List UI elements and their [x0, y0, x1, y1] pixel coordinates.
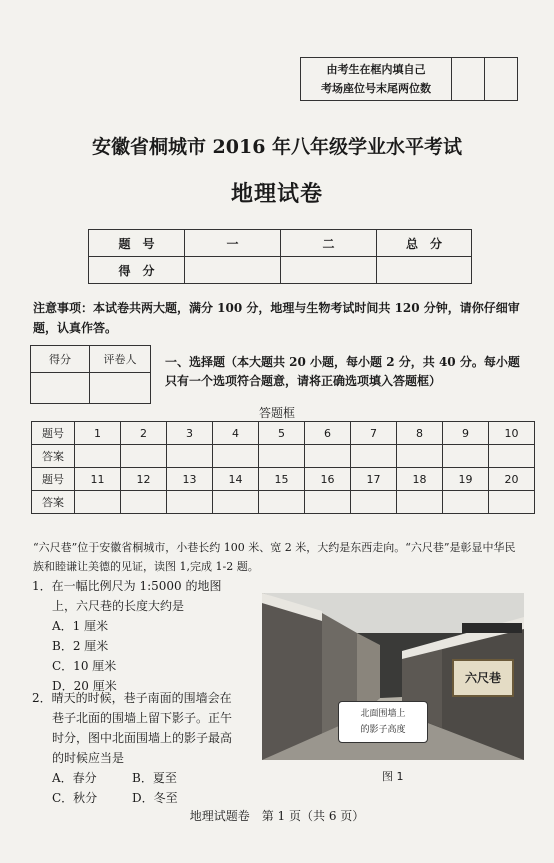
answer-sheet-caption: 答题框: [258, 406, 295, 420]
score-header-part1: 一: [185, 230, 281, 257]
answer-sheet-answer-cell[interactable]: [75, 445, 121, 468]
answer-sheet-number-cell: 9: [443, 422, 489, 445]
question-2-stem-line3: 时分，图中北面围墙上的影子最高: [52, 731, 233, 745]
answer-sheet-number-cell: 5: [259, 422, 305, 445]
answer-sheet: [31, 421, 535, 514]
question-1-option-d: D．20 厘米: [52, 679, 117, 693]
answer-sheet-answer-cell[interactable]: [443, 491, 489, 514]
score-row-label: 得 分: [89, 257, 185, 284]
answer-sheet-number-cell: 2: [121, 422, 167, 445]
answer-sheet-number-cell: 20: [489, 468, 535, 491]
question-1-option-b: B．2 厘米: [52, 639, 109, 653]
grader-box: [30, 345, 151, 404]
page-footer: 地理试题卷 第 1 页（共 6 页）: [189, 809, 365, 823]
grader-score-label: 得分: [31, 346, 90, 373]
answer-sheet-number-cell: 3: [167, 422, 213, 445]
answer-sheet-answer-cell[interactable]: [489, 445, 535, 468]
answer-sheet-answer-cell[interactable]: [167, 445, 213, 468]
answer-sheet-answer-cell[interactable]: [397, 445, 443, 468]
question-2: [32, 688, 260, 808]
score-table: [88, 229, 472, 284]
shadow-callout-line2: 的影子高度: [360, 725, 406, 735]
score-header-number: 题 号: [89, 230, 185, 257]
seat-number-box: [300, 57, 518, 101]
answer-sheet-number-cell: 14: [213, 468, 259, 491]
question-1-option-c: C．10 厘米: [52, 659, 117, 673]
answer-sheet-answer-cell[interactable]: [121, 445, 167, 468]
score-cell-total[interactable]: [377, 257, 472, 284]
exam-title: 安徽省桐城市 2016 年八年级学业水平考试: [91, 136, 463, 158]
question-2-option-b: B．夏至: [132, 771, 177, 785]
answer-sheet-number-cell: 19: [443, 468, 489, 491]
answer-sheet-number-cell: 16: [305, 468, 351, 491]
score-header-part2: 二: [281, 230, 377, 257]
answer-sheet-number-cell: 11: [75, 468, 121, 491]
grader-reviewer-cell[interactable]: [90, 373, 151, 404]
seat-instructions-line1: 由考生在框内填自己: [326, 63, 426, 76]
answer-sheet-answer-label: 答案: [32, 491, 75, 514]
question-1-stem-line1: 1．在一幅比例尺为 1:5000 的地图: [32, 579, 222, 593]
answer-sheet-answer-cell[interactable]: [121, 491, 167, 514]
grader-reviewer-label: 评卷人: [90, 346, 151, 373]
answer-sheet-answer-cell[interactable]: [213, 445, 259, 468]
answer-sheet-answer-cell[interactable]: [213, 491, 259, 514]
shadow-callout-line1: 北面围墙上: [360, 709, 406, 719]
answer-sheet-number-cell: 15: [259, 468, 305, 491]
answer-sheet-answer-cell[interactable]: [305, 445, 351, 468]
question-2-stem-line1: 2．晴天的时候，巷子南面的围墙会在: [32, 691, 232, 705]
answer-sheet-number-cell: 7: [351, 422, 397, 445]
paper-title: 地理试卷: [230, 181, 323, 207]
answer-sheet-answer-cell[interactable]: [259, 491, 305, 514]
question-2-stem-line2: 巷子北面的围墙上留下影子。正午: [52, 711, 233, 725]
answer-sheet-number-cell: 8: [397, 422, 443, 445]
question-2-option-c: C．秋分: [52, 791, 98, 805]
seat-instructions: [301, 58, 452, 101]
grader-score-cell[interactable]: [31, 373, 90, 404]
score-cell-part1[interactable]: [185, 257, 281, 284]
answer-sheet-answer-cell[interactable]: [397, 491, 443, 514]
score-header-total: 总 分: [377, 230, 472, 257]
score-cell-part2[interactable]: [281, 257, 377, 284]
answer-sheet-answer-cell[interactable]: [167, 491, 213, 514]
seat-digit-1[interactable]: [452, 58, 485, 101]
question-2-option-d: D．冬至: [132, 791, 178, 805]
answer-sheet-number-cell: 1: [75, 422, 121, 445]
answer-sheet-number-cell: 6: [305, 422, 351, 445]
figure-1-caption: 图 1: [382, 770, 404, 783]
answer-sheet-answer-cell[interactable]: [259, 445, 305, 468]
answer-sheet-number-cell: 4: [213, 422, 259, 445]
section1-heading: 一、选择题（本大题共 20 小题，每小题 2 分，共 40 分。每小题只有一个选项符合题意，请将正确选项填入答题框）: [165, 355, 520, 388]
question-1-stem-line2: 上，六尺巷的长度大约是: [52, 599, 185, 613]
question-2-stem-line4: 的时候应当是: [52, 751, 125, 765]
answer-sheet-answer-cell[interactable]: [489, 491, 535, 514]
question-2-options-row1: [32, 768, 260, 788]
passage-intro: “六尺巷”位于安徽省桐城市，小巷长约 100 米、宽 2 米，大约是东西走向。“六尺巷”是彰显中华民族和睦谦让美德的见证，读图 1,完成 1-2 题。: [33, 541, 516, 573]
answer-sheet-number-label: 题号: [32, 468, 75, 491]
figure-1-photo: [262, 593, 524, 760]
question-2-options-row2: [32, 788, 260, 808]
answer-sheet-number-cell: 10: [489, 422, 535, 445]
answer-sheet-number-cell: 13: [167, 468, 213, 491]
answer-sheet-answer-cell[interactable]: [75, 491, 121, 514]
answer-sheet-number-cell: 17: [351, 468, 397, 491]
answer-sheet-answer-label: 答案: [32, 445, 75, 468]
answer-sheet-answer-cell[interactable]: [305, 491, 351, 514]
question-1: [32, 576, 260, 696]
notice-text: 注意事项：本试卷共两大题，满分 100 分，地理与生物考试时间共 120 分钟，请你仔细审题，认真作答。: [33, 301, 520, 335]
alley-sign: 六尺巷: [452, 659, 514, 697]
seat-instructions-line2: 考场座位号末尾两位数: [321, 82, 431, 95]
answer-sheet-number-cell: 12: [121, 468, 167, 491]
seat-digit-2[interactable]: [485, 58, 518, 101]
question-1-option-a: A．1 厘米: [52, 619, 109, 633]
shadow-callout: [338, 701, 428, 743]
question-2-option-a: A．春分: [52, 771, 97, 785]
answer-sheet-number-cell: 18: [397, 468, 443, 491]
answer-sheet-answer-cell[interactable]: [351, 491, 397, 514]
answer-sheet-number-label: 题号: [32, 422, 75, 445]
answer-sheet-answer-cell[interactable]: [351, 445, 397, 468]
answer-sheet-answer-cell[interactable]: [443, 445, 489, 468]
